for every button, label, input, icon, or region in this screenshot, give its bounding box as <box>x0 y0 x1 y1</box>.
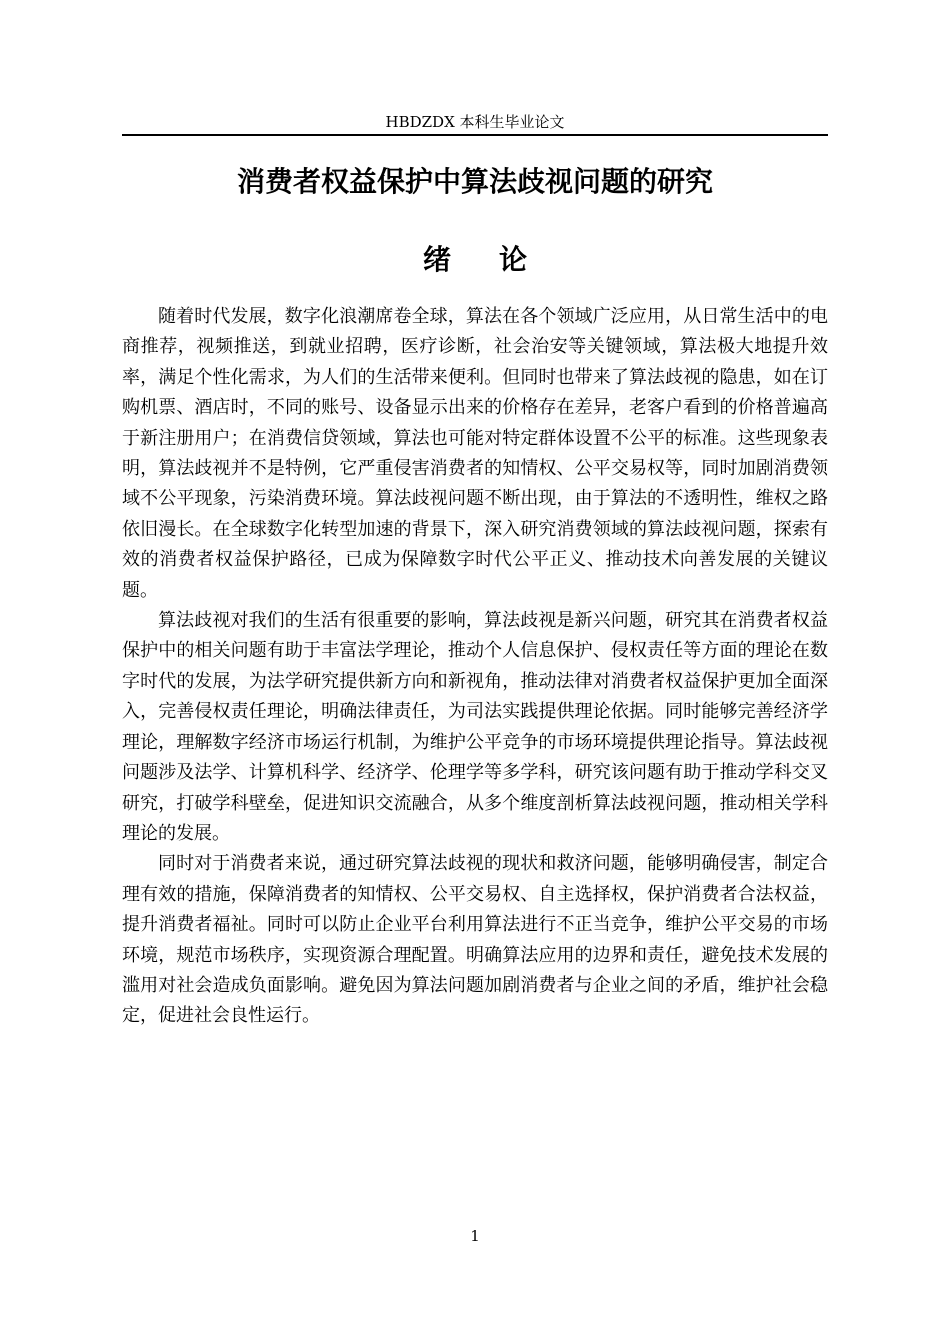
section-heading: 绪论 <box>422 243 575 276</box>
paragraph-2: 算法歧视对我们的生活有很重要的影响，算法歧视是新兴问题，研究其在消费者权益保护中的相关问题有助于丰富法学理论，推动个人信息保护、侵权责任等方面的理论在数字时代的发展，为法学研究提供新方向和新视角，推动法律对消费者权益保护更加全面深入，完善侵权责任理论，明确法律责任，为司法实践提供理论依据。同时能够完善经济学理论，理解数字经济市场运行机制，为维护公平竞争的市场环境提供理论指导。算法歧视问题涉及法学、计算机科学、经济学、伦理学等多学科，研究该问题有助于推动学科交叉研究，打破学科壁垒，促进知识交流融合，从多个维度剖析算法歧视问题，推动相关学科理论的发展。 <box>122 610 828 844</box>
header-rule <box>122 134 828 136</box>
paper-title: 消费者权益保护中算法歧视问题的研究 <box>236 165 713 198</box>
paragraph-1: 随着时代发展，数字化浪潮席卷全球，算法在各个领域广泛应用，从日常生活中的电商推荐，视频推送，到就业招聘，医疗诊断，社会治安等关键领域，算法极大地提升效率，满足个性化需求，为人们的生活带来便利。但同时也带来了算法歧视的隐患，如在订购机票、酒店时，不同的账号、设备显示出来的价格存在差异，老客户看到的价格普遍高于新注册用户；在消费信贷领域，算法也可能对特定群体设置不公平的标准。这些现象表明，算法歧视并不是特例，它严重侵害消费者的知情权、公平交易权等，同时加剧消费领域不公平现象，污染消费环境。算法歧视问题不断出现，由于算法的不透明性，维权之路依旧漫长。在全球数字化转型加速的背景下，深入研究消费领域的算法歧视问题，探索有效的消费者权益保护路径，已成为保障数字时代公平正义、推动技术向善发展的关键议题。 <box>122 306 828 601</box>
running-header: HBDZDX 本科生毕业论文 <box>385 113 565 131</box>
paragraph-3: 同时对于消费者来说，通过研究算法歧视的现状和救济问题，能够明确侵害，制定合理有效的措施，保障消费者的知情权、公平交易权、自主选择权，保护消费者合法权益，提升消费者福祉。同时可以防止企业平台利用算法进行不正当竞争，维护公平交易的市场环境，规范市场秩序，实现资源合理配置。明确算法应用的边界和责任，避免技术发展的滥用对社会造成负面影响。避免因为算法问题加剧消费者与企业之间的矛盾，维护社会稳定，促进社会良性运行。 <box>122 853 828 1027</box>
body-text <box>122 302 828 1032</box>
page-number: 1 <box>470 1227 480 1245</box>
